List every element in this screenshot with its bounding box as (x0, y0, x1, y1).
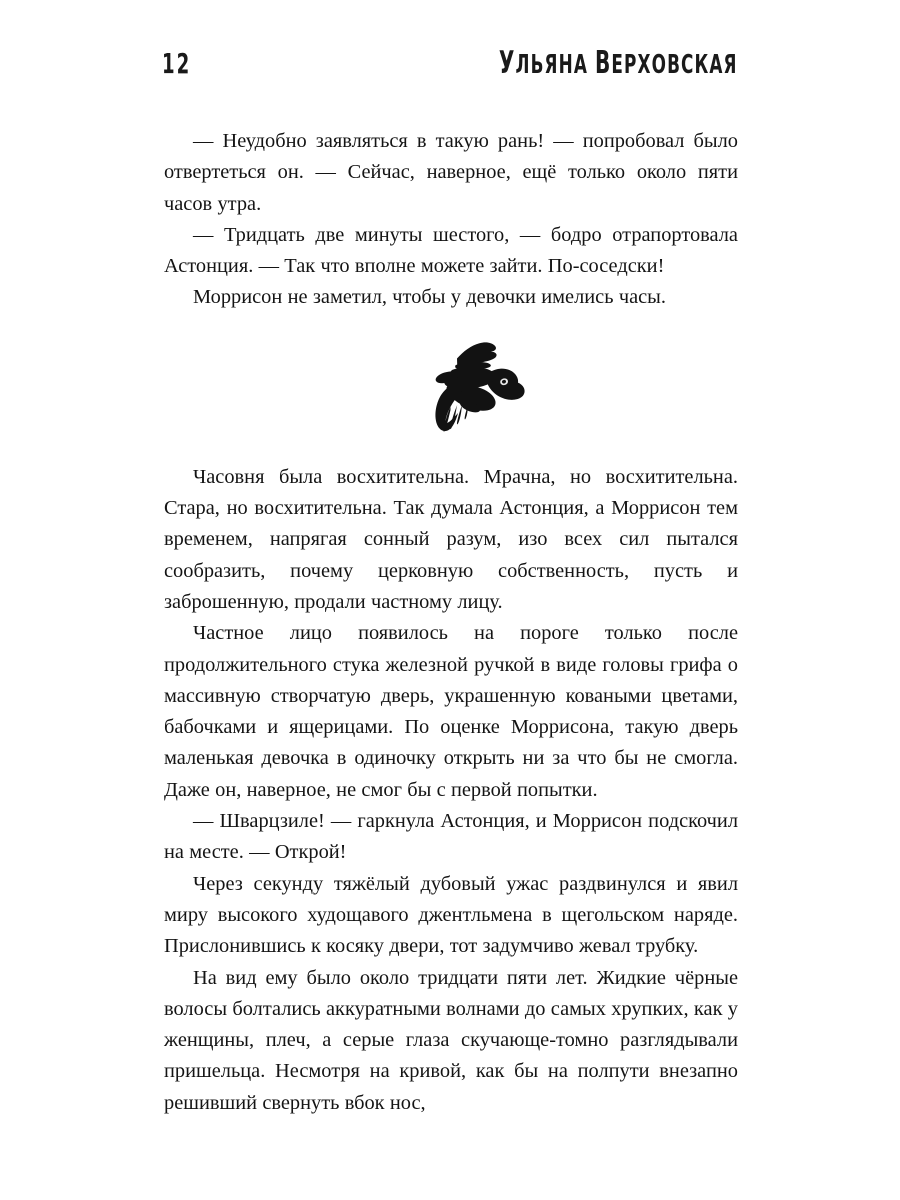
running-header (162, 45, 738, 82)
paragraph: Часовня была восхитительна. Мрачна, но восхитительна. Стара, но восхитительна. Так думала Астонция, а Моррисон тем временем, напрягая сонный разум, изо всех сил пытался сообразить, почему церковную собственность, пусть и заброшенную, продали частному лицу. (164, 465, 738, 613)
page-number: 12 (162, 47, 192, 80)
author-initial-first: У (499, 45, 516, 81)
body-text-block (164, 126, 738, 1119)
paragraph: Через секунду тяжёлый дубовый ужас раздвинулся и явил миру высокого худощавого джентльмена в щегольском наряде. Прислонившись к косяку двери, тот задумчиво жевал трубку. (164, 872, 738, 958)
paragraph: Моррисон не заметил, чтобы у девочки имелись часы. (193, 286, 666, 309)
author-name-first-rest: ЛЬЯНА (515, 50, 589, 80)
author-initial-last: В (595, 45, 612, 81)
paragraph: — Неудобно заявляться в такую рань! — попробовал было отвертеться он. — Сейчас, наверное, ещё только около пяти часов утра. (164, 130, 738, 215)
paragraph: — Тридцать две минуты шестого, — бодро отрапортовала Астонция. — Так что вполне можете зайти. По-соседски! (164, 223, 738, 278)
author-name-last-rest: ЕРХОВСКАЯ (611, 50, 738, 80)
paragraph: Частное лицо появилось на пороге только после продолжительного стука железной ручкой в виде головы грифа о массивную створчатую дверь, украшенную коваными цветами, бабочками и ящерицами. По оценке Моррисона, такую дверь маленькая девочка в одиночку открыть ни за что бы не смогла. Даже он, наверное, не смог бы с первой попытки. (164, 622, 738, 801)
flying-raven-icon (430, 342, 534, 434)
paragraph: На вид ему было около тридцати пяти лет. Жидкие чёрные волосы болтались аккуратными волнами до самых хрупких, как у женщины, плеч, а серые глаза скучающе-томно разглядывали пришельца. Несмотря на кривой, как бы на полпути внезапно решивший свернуть вбок нос, (164, 966, 738, 1114)
author-running-title (499, 45, 738, 81)
section-break-ornament (164, 314, 738, 462)
paragraph: — Шварцзиле! — гаркнула Астонция, и Моррисон подскочил на месте. — Открой! (164, 810, 738, 864)
